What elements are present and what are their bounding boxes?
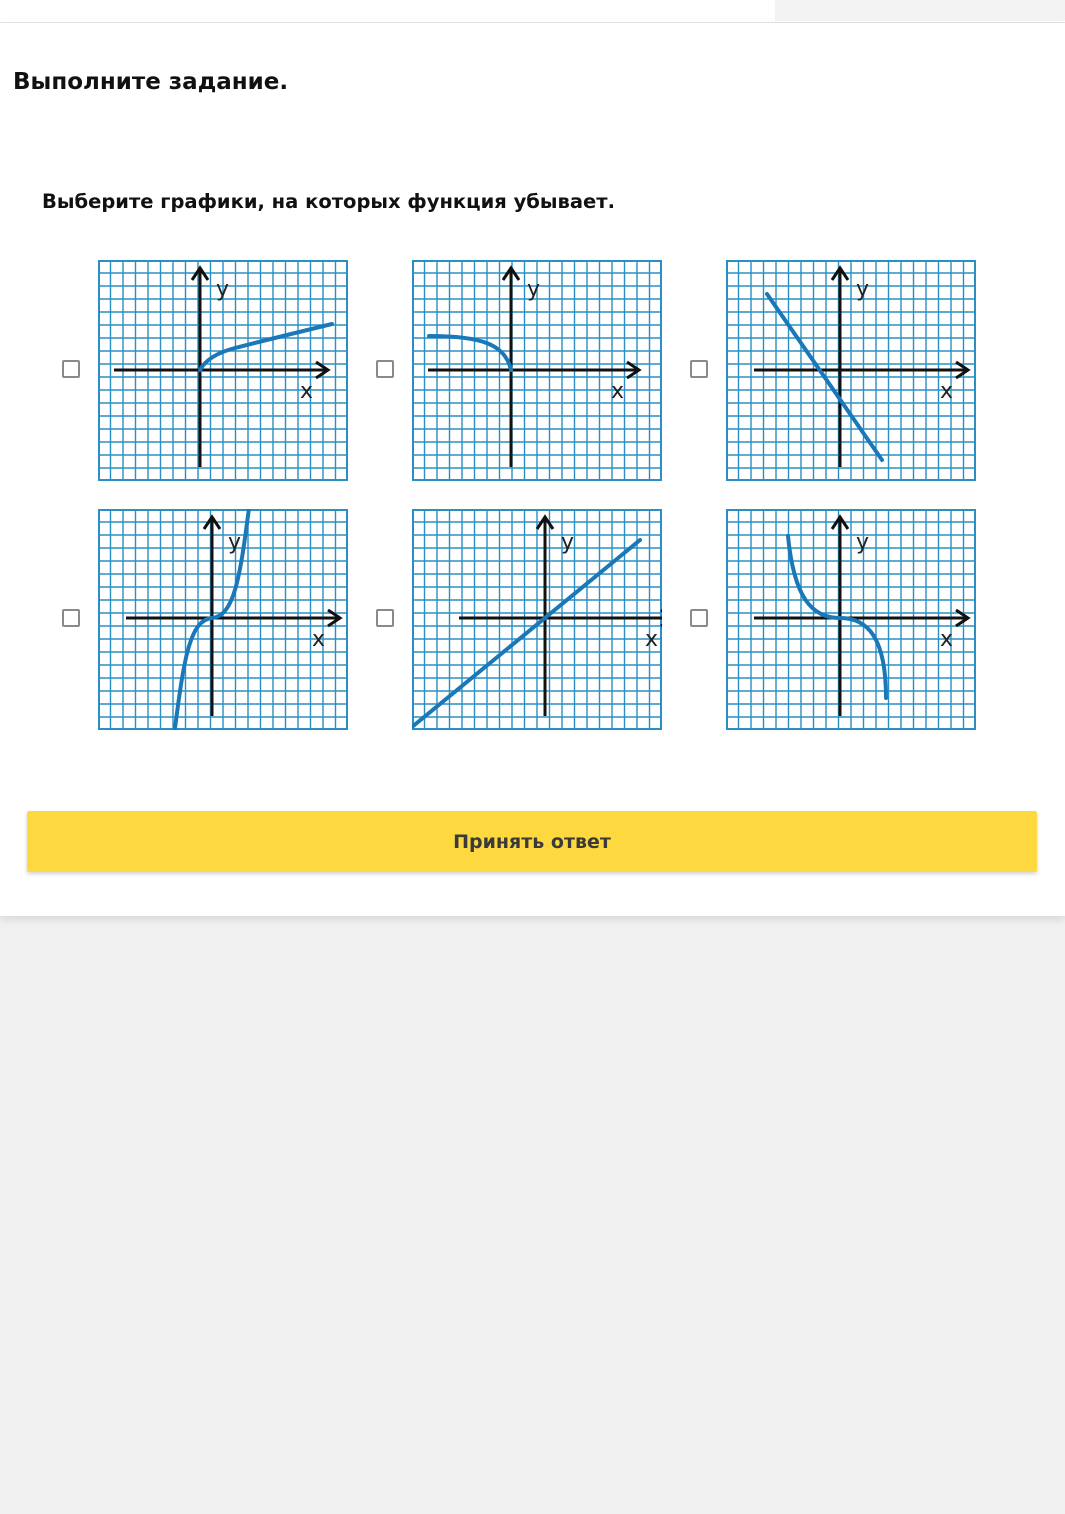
x-axis-label: x <box>611 379 625 404</box>
top-bar-tab <box>775 0 1065 21</box>
y-axis-label: y <box>561 530 575 555</box>
submit-answer-button[interactable]: Принять ответ <box>27 811 1037 872</box>
function-graph-3 <box>726 260 976 481</box>
function-graph-1 <box>98 260 348 481</box>
y-axis-label: y <box>856 530 870 555</box>
task-card <box>0 23 1065 916</box>
option-checkbox-5[interactable] <box>376 609 394 627</box>
function-graph-6 <box>726 509 976 730</box>
x-axis-label: x <box>645 627 659 652</box>
question-text: Выберите графики, на которых функция убывает. <box>42 190 615 213</box>
function-graph-2 <box>412 260 662 481</box>
x-axis-label: x <box>312 627 326 652</box>
option-checkbox-4[interactable] <box>62 609 80 627</box>
function-graph-5 <box>412 509 662 730</box>
y-axis-label: y <box>856 277 870 302</box>
option-checkbox-6[interactable] <box>690 609 708 627</box>
top-bar <box>0 0 1065 23</box>
option-checkbox-3[interactable] <box>690 360 708 378</box>
x-axis-label: x <box>300 379 314 404</box>
y-axis-label: y <box>228 530 242 555</box>
x-axis-label: x <box>940 379 954 404</box>
function-graph-4 <box>98 509 348 730</box>
y-axis-label: y <box>527 277 541 302</box>
option-checkbox-1[interactable] <box>62 360 80 378</box>
task-title: Выполните задание. <box>13 69 289 95</box>
y-axis-label: y <box>216 277 230 302</box>
option-checkbox-2[interactable] <box>376 360 394 378</box>
x-axis-label: x <box>940 627 954 652</box>
